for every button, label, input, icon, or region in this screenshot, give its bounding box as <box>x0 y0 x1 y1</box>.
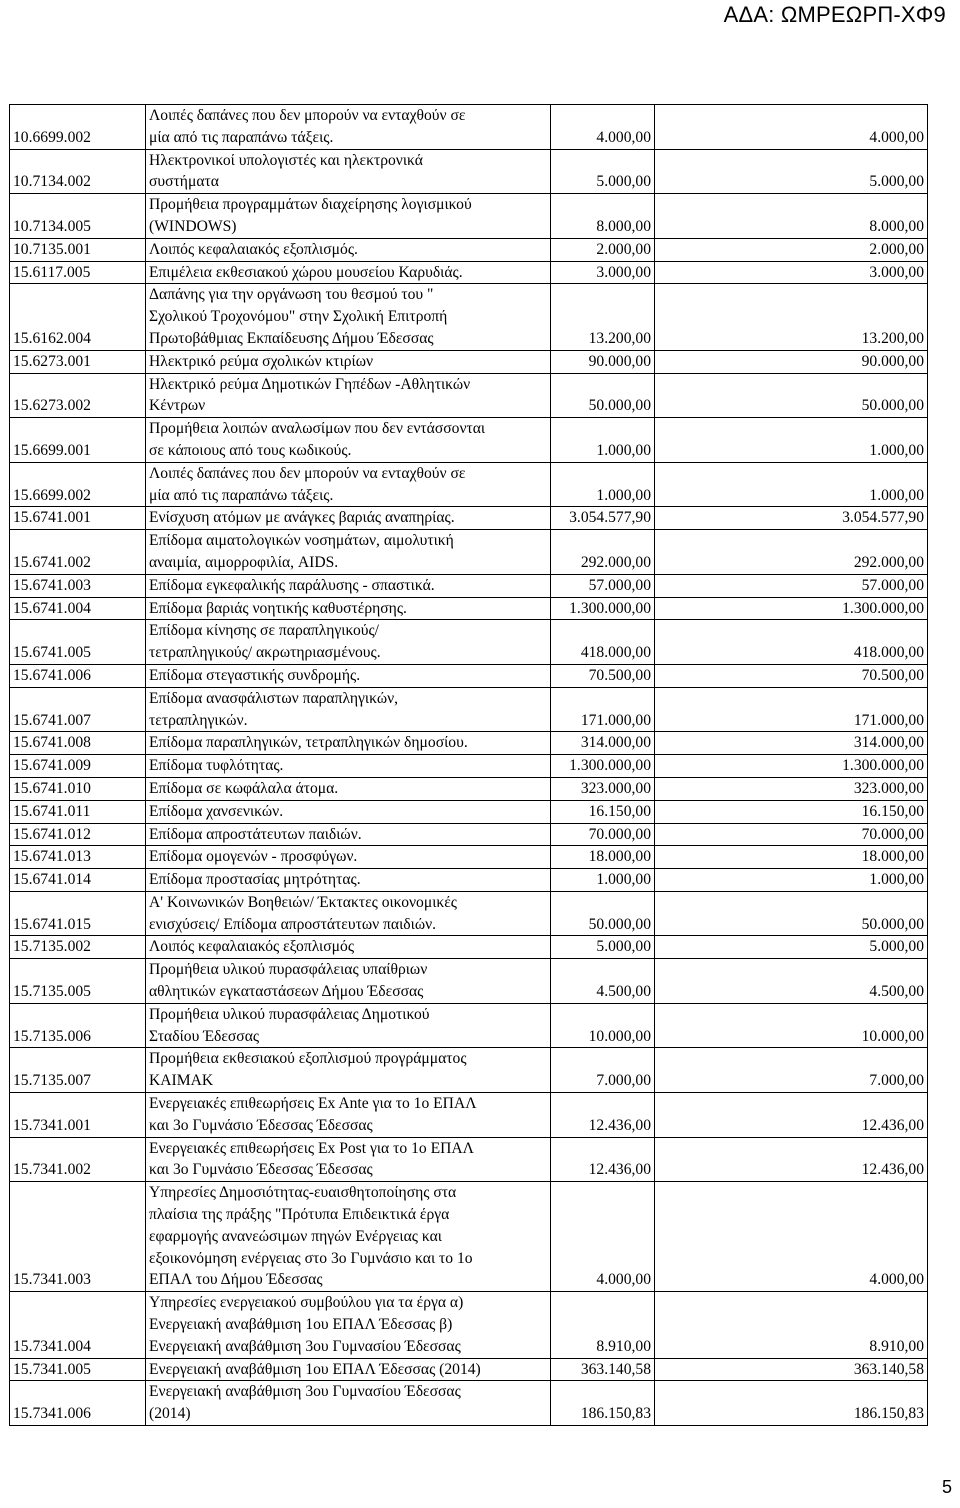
description-line: Ενεργειακές επιθεωρήσεις Ex Ante για το 1ο ΕΠΑΛ <box>149 1095 477 1113</box>
account-code: 10.6699.002 <box>10 105 146 150</box>
amount-1: 70.000,00 <box>551 823 655 846</box>
amount-1: 1.000,00 <box>551 462 655 507</box>
amount-2: 7.000,00 <box>655 1048 928 1093</box>
table-row <box>10 732 928 755</box>
description-line: Επίδομα παραπληγικών, τετραπληγικών δημοσίου. <box>149 734 468 752</box>
description <box>146 823 551 846</box>
description-line: Προμήθεια εκθεσιακού εξοπλισμού προγράμματος <box>149 1050 467 1068</box>
description-line: Επίδομα εγκεφαλικής παράλυσης - σπαστικά. <box>149 576 435 594</box>
description-line: Επίδομα βαριάς νοητικής καθυστέρησης. <box>149 599 407 617</box>
amount-2: 5.000,00 <box>655 936 928 959</box>
description-line: Ηλεκτρονικοί υπολογιστές και ηλεκτρονικά <box>149 151 423 169</box>
description-line: Επίδομα χανσενικών. <box>149 802 284 820</box>
account-code: 15.6741.008 <box>10 732 146 755</box>
amount-1: 1.000,00 <box>551 869 655 892</box>
account-code: 15.6741.009 <box>10 755 146 778</box>
table-row <box>10 1358 928 1381</box>
description-line: Πρωτοβάθμιας Εκπαίδευσης Δήμου Έδεσσας <box>149 329 434 347</box>
account-code: 15.7341.001 <box>10 1093 146 1138</box>
account-code: 15.7341.002 <box>10 1137 146 1182</box>
description-line: Επίδομα κίνησης σε παραπληγικούς/ <box>149 622 379 640</box>
description-line: Ηλεκτρικό ρεύμα Δημοτικών Γηπέδων -Αθλητικών <box>149 375 471 393</box>
description-line: Επιμέλεια εκθεσιακού χώρου μουσείου Καρυδιάς. <box>149 263 463 281</box>
table-row <box>10 597 928 620</box>
account-code: 10.7135.001 <box>10 238 146 261</box>
amount-2: 12.436,00 <box>655 1137 928 1182</box>
amount-2: 8.000,00 <box>655 194 928 239</box>
description-line: τετραπληγικών. <box>149 711 248 729</box>
description <box>146 620 551 665</box>
description-line: Ενεργειακές επιθεωρήσεις Ex Post για το 1ο ΕΠΑΛ <box>149 1139 474 1157</box>
amount-1: 363.140,58 <box>551 1358 655 1381</box>
description <box>146 687 551 732</box>
amount-2: 50.000,00 <box>655 373 928 418</box>
description-line: Ενεργειακή αναβάθμιση 3ου Γυμνασίου Έδεσσας <box>149 1383 461 1401</box>
description <box>146 284 551 350</box>
description-line: και 3ο Γυμνάσιο Έδεσσας Έδεσσας <box>149 1116 373 1134</box>
description <box>146 1381 551 1426</box>
table-row <box>10 823 928 846</box>
description-line: αναιμία, αιμορροφιλία, AIDS. <box>149 553 339 571</box>
account-code: 15.6699.001 <box>10 418 146 463</box>
table-row <box>10 1381 928 1426</box>
account-code: 15.7341.005 <box>10 1358 146 1381</box>
account-code: 15.7135.002 <box>10 936 146 959</box>
account-code: 15.7135.006 <box>10 1003 146 1048</box>
account-code: 15.6741.013 <box>10 846 146 869</box>
table-row <box>10 1292 928 1358</box>
amount-1: 50.000,00 <box>551 891 655 936</box>
description <box>146 1358 551 1381</box>
description-line: Ενεργειακή αναβάθμιση 1ου ΕΠΑΛ Έδεσσας β) <box>149 1316 453 1334</box>
page-number: 5 <box>941 1477 952 1497</box>
description-line: Υπηρεσίες ενεργειακού συμβούλου για τα έργα α) <box>149 1294 464 1312</box>
amount-2: 1.000,00 <box>655 418 928 463</box>
description <box>146 869 551 892</box>
amount-1: 1.300.000,00 <box>551 755 655 778</box>
amount-1: 7.000,00 <box>551 1048 655 1093</box>
amount-2: 18.000,00 <box>655 846 928 869</box>
description-line: Δαπάνης για την οργάνωση του θεσμού του " <box>149 286 434 304</box>
account-code: 15.6741.015 <box>10 891 146 936</box>
description-line: Ενίσχυση ατόμων με ανάγκες βαριάς αναπηρίας. <box>149 509 455 527</box>
amount-1: 5.000,00 <box>551 936 655 959</box>
amount-2: 13.200,00 <box>655 284 928 350</box>
description <box>146 597 551 620</box>
description-line: Επίδομα ομογενών - προσφύγων. <box>149 848 358 866</box>
description <box>146 891 551 936</box>
account-code: 15.6741.006 <box>10 664 146 687</box>
account-code: 15.6741.001 <box>10 507 146 530</box>
amount-2: 3.000,00 <box>655 261 928 284</box>
description-line: Προμήθεια λοιπών αναλωσίμων που δεν εντάσσονται <box>149 420 486 438</box>
account-code: 15.6699.002 <box>10 462 146 507</box>
account-code: 15.7135.005 <box>10 959 146 1004</box>
amount-1: 314.000,00 <box>551 732 655 755</box>
description-line: εφαρμογής ανανεώσιμων πηγών Ενέργειας και <box>149 1227 442 1245</box>
amount-2: 418.000,00 <box>655 620 928 665</box>
description-line: μία από τις παραπάνω τάξεις. <box>149 128 334 146</box>
account-code: 15.6162.004 <box>10 284 146 350</box>
table-row <box>10 373 928 418</box>
description <box>146 800 551 823</box>
account-code: 15.7341.004 <box>10 1292 146 1358</box>
amount-1: 70.500,00 <box>551 664 655 687</box>
description-line: Προμήθεια υλικού πυρασφάλειας Δημοτικού <box>149 1005 430 1023</box>
description-line: και 3ο Γυμνάσιο Έδεσσας Έδεσσας <box>149 1161 373 1179</box>
amount-2: 4.500,00 <box>655 959 928 1004</box>
account-code: 15.6741.002 <box>10 530 146 575</box>
amount-2: 70.500,00 <box>655 664 928 687</box>
account-code: 15.6741.012 <box>10 823 146 846</box>
description-line: Ενεργειακή αναβάθμιση 1ου ΕΠΑΛ Έδεσσας (2014) <box>149 1360 481 1378</box>
amount-1: 18.000,00 <box>551 846 655 869</box>
table-row <box>10 936 928 959</box>
amount-1: 16.150,00 <box>551 800 655 823</box>
description-line: Λοιπές δαπάνες που δεν μπορούν να ενταχθούν σε <box>149 107 466 124</box>
description-line: (2014) <box>149 1405 191 1423</box>
description-line: Προμήθεια υλικού πυρασφάλειας υπαίθριων <box>149 961 428 979</box>
description-line: εξοικονόμηση ενέργειας στο 3ο Γυμνάσιο και το 1ο <box>149 1249 473 1267</box>
description <box>146 418 551 463</box>
amount-1: 292.000,00 <box>551 530 655 575</box>
account-code: 15.6741.010 <box>10 777 146 800</box>
budget-table-body <box>10 105 928 1426</box>
amount-2: 50.000,00 <box>655 891 928 936</box>
amount-2: 314.000,00 <box>655 732 928 755</box>
description-line: ΕΠΑΛ του Δήμου Έδεσσας <box>149 1271 323 1289</box>
description <box>146 530 551 575</box>
amount-1: 3.000,00 <box>551 261 655 284</box>
amount-1: 8.000,00 <box>551 194 655 239</box>
table-row <box>10 261 928 284</box>
table-row <box>10 777 928 800</box>
account-code: 10.7134.002 <box>10 149 146 194</box>
account-code: 15.6741.003 <box>10 574 146 597</box>
table-row <box>10 507 928 530</box>
description <box>146 105 551 150</box>
amount-1: 90.000,00 <box>551 350 655 373</box>
description-line: μία από τις παραπάνω τάξεις. <box>149 486 334 504</box>
description <box>146 350 551 373</box>
description <box>146 777 551 800</box>
description-line: Ενεργειακή αναβάθμιση 3ου Γυμνασίου Έδεσσας <box>149 1337 461 1355</box>
description-line: Κέντρων <box>149 397 206 415</box>
description <box>146 936 551 959</box>
description-line: Λοιπός κεφαλαιακός εξοπλισμός. <box>149 240 358 258</box>
account-code: 15.6741.004 <box>10 597 146 620</box>
description-line: Λοιπός κεφαλαιακός εξοπλισμός <box>149 938 354 956</box>
description-line: Λοιπές δαπάνες που δεν μπορούν να ενταχθούν σε <box>149 464 466 482</box>
description-line: αθλητικών εγκαταστάσεων Δήμου Έδεσσας <box>149 983 424 1001</box>
description-line: (WINDOWS) <box>149 217 237 235</box>
table-row <box>10 664 928 687</box>
description <box>146 574 551 597</box>
amount-2: 8.910,00 <box>655 1292 928 1358</box>
amount-1: 4.000,00 <box>551 105 655 150</box>
description-line: Επίδομα ανασφάλιστων παραπληγικών, <box>149 689 399 707</box>
amount-2: 4.000,00 <box>655 105 928 150</box>
description <box>146 149 551 194</box>
description <box>146 1003 551 1048</box>
table-row <box>10 574 928 597</box>
ada-header: ΑΔΑ: ΩΜΡΕΩΡΠ-ΧΦ9 <box>723 2 946 27</box>
description <box>146 732 551 755</box>
account-code: 15.6741.005 <box>10 620 146 665</box>
amount-2: 90.000,00 <box>655 350 928 373</box>
amount-1: 50.000,00 <box>551 373 655 418</box>
amount-2: 1.300.000,00 <box>655 597 928 620</box>
description-line: Σταδίου Έδεσσας <box>149 1027 260 1045</box>
table-row <box>10 800 928 823</box>
amount-1: 13.200,00 <box>551 284 655 350</box>
table-row <box>10 194 928 239</box>
table-row <box>10 620 928 665</box>
description-line: Επίδομα απροστάτευτων παιδιών. <box>149 825 362 843</box>
table-row <box>10 284 928 350</box>
table-row <box>10 755 928 778</box>
description <box>146 1048 551 1093</box>
amount-2: 323.000,00 <box>655 777 928 800</box>
budget-table <box>9 104 928 1426</box>
account-code: 15.6117.005 <box>10 261 146 284</box>
amount-2: 3.054.577,90 <box>655 507 928 530</box>
account-code: 15.6273.001 <box>10 350 146 373</box>
description-line: πλαίσια της πράξης "Πρότυπα Επιδεικτικά έργα <box>149 1206 450 1224</box>
table-row <box>10 1093 928 1138</box>
account-code: 15.6273.002 <box>10 373 146 418</box>
table-row <box>10 1137 928 1182</box>
description <box>146 462 551 507</box>
amount-1: 8.910,00 <box>551 1292 655 1358</box>
description <box>146 846 551 869</box>
amount-1: 1.300.000,00 <box>551 597 655 620</box>
table-row <box>10 891 928 936</box>
amount-1: 171.000,00 <box>551 687 655 732</box>
account-code: 15.6741.011 <box>10 800 146 823</box>
amount-1: 10.000,00 <box>551 1003 655 1048</box>
amount-2: 1.000,00 <box>655 462 928 507</box>
description-line: Προμήθεια προγραμμάτων διαχείρησης λογισμικού <box>149 196 472 214</box>
amount-1: 4.000,00 <box>551 1182 655 1292</box>
account-code: 15.6741.007 <box>10 687 146 732</box>
description-line: Ηλεκτρικό ρεύμα σχολικών κτιρίων <box>149 352 374 370</box>
amount-1: 418.000,00 <box>551 620 655 665</box>
amount-1: 12.436,00 <box>551 1137 655 1182</box>
amount-2: 171.000,00 <box>655 687 928 732</box>
description-line: Επίδομα στεγαστικής συνδρομής. <box>149 666 361 684</box>
table-row <box>10 846 928 869</box>
amount-1: 57.000,00 <box>551 574 655 597</box>
account-code: 15.6741.014 <box>10 869 146 892</box>
table-row <box>10 1003 928 1048</box>
amount-2: 70.000,00 <box>655 823 928 846</box>
description-line: συστήματα <box>149 173 219 191</box>
account-code: 10.7134.005 <box>10 194 146 239</box>
description <box>146 1182 551 1292</box>
description <box>146 238 551 261</box>
amount-2: 10.000,00 <box>655 1003 928 1048</box>
description <box>146 755 551 778</box>
amount-1: 1.000,00 <box>551 418 655 463</box>
amount-1: 4.500,00 <box>551 959 655 1004</box>
table-row <box>10 105 928 150</box>
table-row <box>10 959 928 1004</box>
amount-1: 323.000,00 <box>551 777 655 800</box>
account-code: 15.7341.006 <box>10 1381 146 1426</box>
amount-2: 57.000,00 <box>655 574 928 597</box>
description-line: σε κάποιους από τους κωδικούς. <box>149 441 352 459</box>
amount-2: 16.150,00 <box>655 800 928 823</box>
table-row <box>10 869 928 892</box>
amount-2: 186.150,83 <box>655 1381 928 1426</box>
amount-2: 1.300.000,00 <box>655 755 928 778</box>
amount-2: 292.000,00 <box>655 530 928 575</box>
description <box>146 507 551 530</box>
description <box>146 1137 551 1182</box>
description-line: Υπηρεσίες Δημοσιότητας-ευαισθητοποίησης στα <box>149 1184 457 1202</box>
amount-1: 186.150,83 <box>551 1381 655 1426</box>
amount-2: 2.000,00 <box>655 238 928 261</box>
description-line: Επίδομα προστασίας μητρότητας. <box>149 871 361 889</box>
table-row <box>10 1182 928 1292</box>
description-line: Σχολικού Τροχονόμου" στην Σχολική Επιτροπή <box>149 308 448 326</box>
amount-2: 4.000,00 <box>655 1182 928 1292</box>
amount-2: 1.000,00 <box>655 869 928 892</box>
description-line: τετραπληγικούς/ ακρωτηριασμένους. <box>149 644 381 662</box>
table-row <box>10 149 928 194</box>
description <box>146 261 551 284</box>
table-row <box>10 418 928 463</box>
amount-1: 5.000,00 <box>551 149 655 194</box>
amount-1: 12.436,00 <box>551 1093 655 1138</box>
description-line: Α' Κοινωνικών Βοηθειών/ Έκτακτες οικονομικές <box>149 893 457 911</box>
amount-2: 5.000,00 <box>655 149 928 194</box>
table-row <box>10 687 928 732</box>
amount-1: 3.054.577,90 <box>551 507 655 530</box>
description <box>146 194 551 239</box>
account-code: 15.7135.007 <box>10 1048 146 1093</box>
account-code: 15.7341.003 <box>10 1182 146 1292</box>
table-row <box>10 1048 928 1093</box>
description-line: ενισχύσεις/ Επίδομα απροστάτευτων παιδιών. <box>149 915 437 933</box>
description-line: Επίδομα αιματολογικών νοσημάτων, αιμολυτική <box>149 532 454 550</box>
table-row <box>10 238 928 261</box>
table-row <box>10 462 928 507</box>
description-line: Επίδομα τυφλότητας. <box>149 757 284 775</box>
table-row <box>10 530 928 575</box>
description-line: ΚΑΙΜΑΚ <box>149 1072 214 1090</box>
description <box>146 959 551 1004</box>
description <box>146 664 551 687</box>
description <box>146 1292 551 1358</box>
amount-1: 2.000,00 <box>551 238 655 261</box>
table-row <box>10 350 928 373</box>
amount-2: 12.436,00 <box>655 1093 928 1138</box>
description <box>146 373 551 418</box>
description-line: Επίδομα σε κωφάλαλα άτομα. <box>149 779 339 797</box>
amount-2: 363.140,58 <box>655 1358 928 1381</box>
description <box>146 1093 551 1138</box>
